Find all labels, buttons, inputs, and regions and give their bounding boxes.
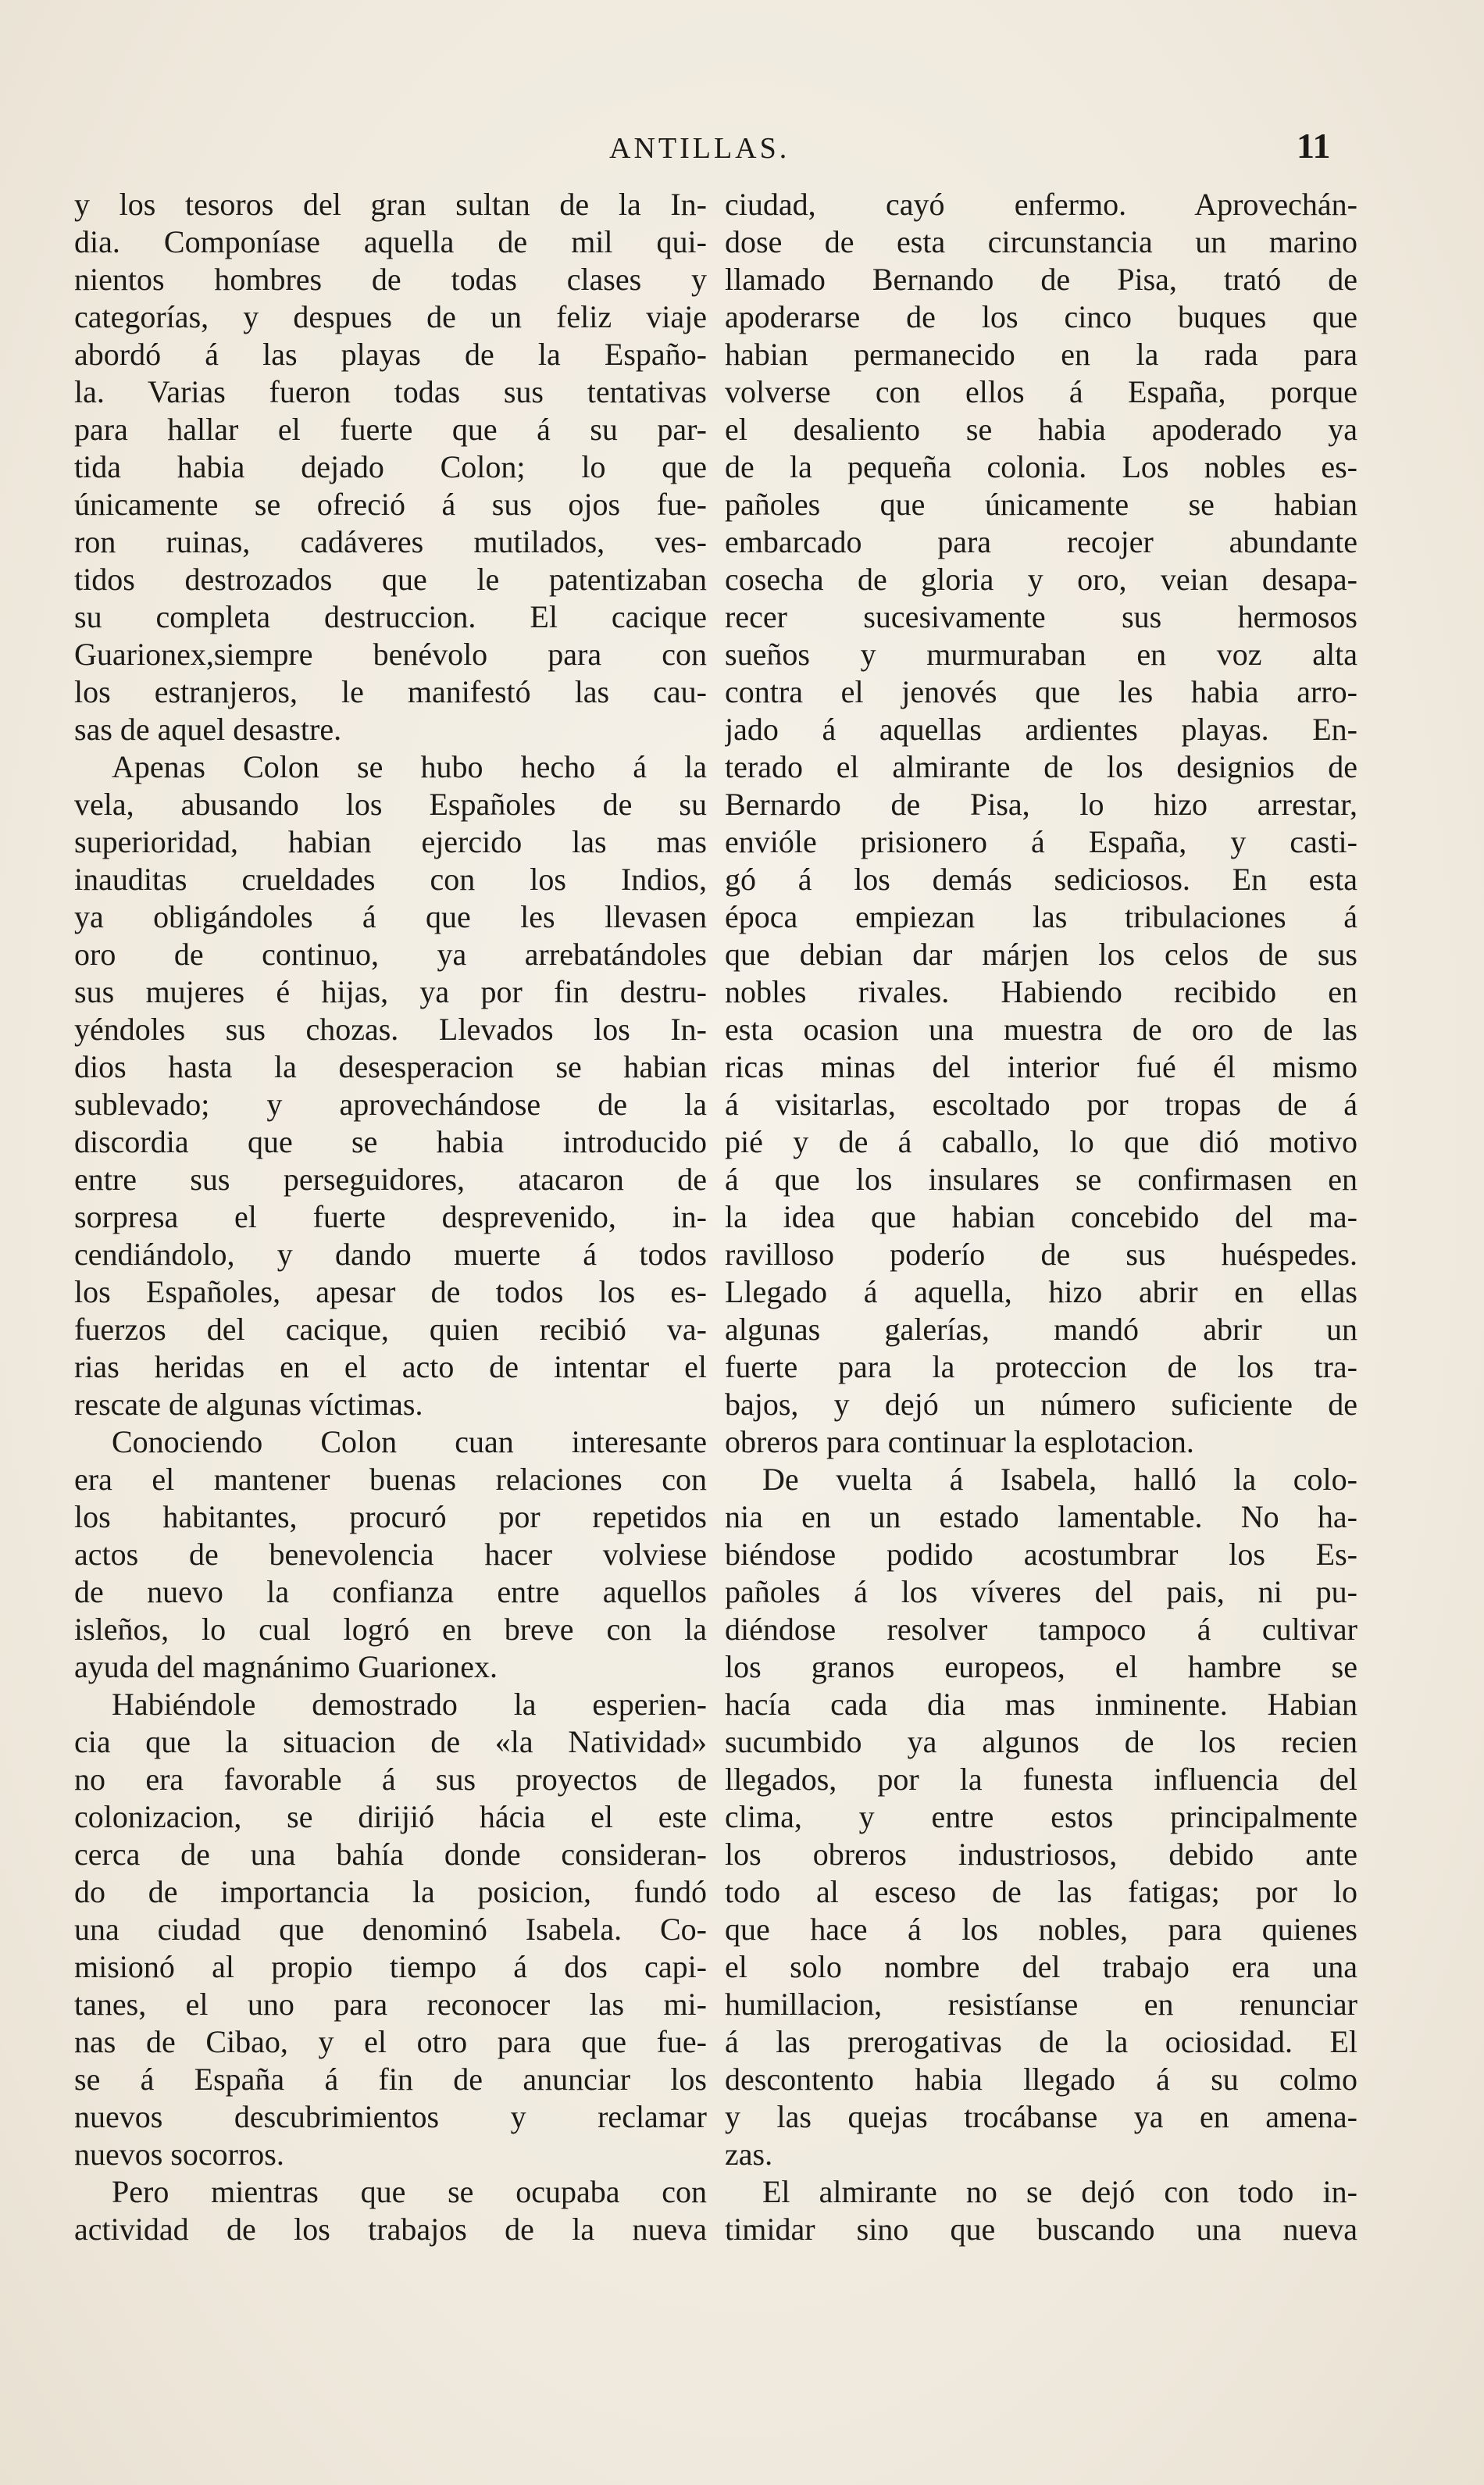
left-line-51: se á España á fin de anunciar los [74,2062,707,2097]
left-line-55: actividad de los trabajos de la nueva [74,2212,707,2247]
left-line-1: y los tesoros del gran sultan de la In- [74,187,707,222]
right-line-16: terado el almirante de los designios de [725,749,1357,784]
right-line-13: sueños y murmuraban en voz alta [725,637,1357,672]
left-line-4: categorías, y despues de un feliz viaje [74,299,707,334]
right-line-6: volverse con ellos á España, porque [725,374,1357,409]
left-line-24: dios hasta la desesperacion se habian [74,1049,707,1084]
left-line-20: ya obligándoles á que les llevasen [74,899,707,934]
right-line-4: apoderarse de los cinco buques que [725,299,1357,334]
right-line-26: pié y de á caballo, lo que dió motivo [725,1124,1357,1159]
left-line-7: para hallar el fuerte que á su par- [74,412,707,447]
right-line-17: Bernardo de Pisa, lo hizo arrestar, [725,787,1357,822]
left-line-54: Pero mientras que se ocupaba con [112,2174,707,2209]
right-line-52: y las quejas trocábanse ya en amena- [725,2099,1357,2134]
right-line-53: zas. [725,2137,773,2172]
right-line-25: á visitarlas, escoltado por tropas de á [725,1087,1357,1122]
page-number: 11 [1297,126,1331,166]
right-line-42: sucumbido ya algunos de los recien [725,1724,1357,1759]
left-line-37: actos de benevolencia hacer volviese [74,1537,707,1572]
right-line-9: pañoles que únicamente se habian [725,487,1357,522]
left-line-9: únicamente se ofreció á sus ojos fue- [74,487,707,522]
right-line-10: embarcado para recojer abundante [725,524,1357,559]
right-line-8: de la pequeña colonia. Los nobles es- [725,449,1357,484]
right-line-44: clima, y entre estos principalmente [725,1799,1357,1834]
left-line-5: abordó á las playas de la Españo- [74,337,707,372]
left-line-44: colonizacion, se dirijió hácia el este [74,1799,707,1834]
right-line-49: humillacion, resistíanse en renunciar [725,1987,1357,2022]
left-line-28: sorpresa el fuerte desprevenido, in- [74,1199,707,1234]
right-line-23: esta ocasion una muestra de oro de las [725,1012,1357,1047]
right-line-40: los granos europeos, el hambre se [725,1649,1357,1684]
right-line-39: diéndose resolver tampoco á cultivar [725,1612,1357,1647]
right-line-11: cosecha de gloria y oro, veian desapa- [725,562,1357,597]
left-line-12: su completa destruccion. El cacique [74,599,707,634]
right-line-34: obreros para continuar la esplotacion. [725,1424,1194,1459]
right-line-32: fuerte para la proteccion de los tra- [725,1349,1357,1384]
right-line-30: Llegado á aquella, hizo abrir en ellas [725,1274,1357,1309]
right-line-37: biéndose podido acostumbrar los Es- [725,1537,1357,1572]
left-line-52: nuevos descubrimientos y reclamar [74,2099,707,2134]
right-line-5: habian permanecido en la rada para [725,337,1357,372]
running-head: ANTILLAS. [609,132,790,165]
left-line-36: los habitantes, procuró por repetidos [74,1499,707,1534]
left-line-13: Guarionex,siempre benévolo para con [74,637,707,672]
right-line-55: timidar sino que buscando una nueva [725,2212,1357,2247]
left-line-41: Habiéndole demostrado la esperien- [112,1687,707,1722]
left-line-47: una ciudad que denominó Isabela. Co- [74,1912,707,1947]
left-line-23: yéndoles sus chozas. Llevados los In- [74,1012,707,1047]
right-line-51: descontento habia llegado á su colmo [725,2062,1357,2097]
right-line-28: la idea que habian concebido del ma- [725,1199,1357,1234]
left-line-48: misionó al propio tiempo á dos capi- [74,1949,707,1984]
left-line-27: entre sus perseguidores, atacaron de [74,1162,707,1197]
left-line-10: ron ruinas, cadáveres mutilados, ves- [74,524,707,559]
right-line-43: llegados, por la funesta influencia del [725,1762,1357,1797]
left-line-18: superioridad, habian ejercido las mas [74,824,707,859]
right-line-22: nobles rivales. Habiendo recibido en [725,974,1357,1009]
right-line-38: pañoles á los víveres del pais, ni pu- [725,1574,1357,1609]
right-column [725,186,1357,2280]
left-line-50: nas de Cibao, y el otro para que fue- [74,2024,707,2059]
right-line-15: jado á aquellas ardientes playas. En- [725,712,1357,747]
left-line-25: sublevado; y aprovechándose de la [74,1087,707,1122]
right-line-2: dose de esta circunstancia un marino [725,224,1357,259]
left-line-32: rias heridas en el acto de intentar el [74,1349,707,1384]
right-line-36: nia en un estado lamentable. No ha- [725,1499,1357,1534]
right-line-54: El almirante no se dejó con todo in- [762,2174,1357,2209]
right-line-41: hacía cada dia mas inminente. Habian [725,1687,1357,1722]
right-line-45: los obreros industriosos, debido ante [725,1837,1357,1872]
right-line-19: gó á los demás sediciosos. En esta [725,862,1357,897]
left-line-6: la. Varias fueron todas sus tentativas [74,374,707,409]
left-line-19: inauditas crueldades con los Indios, [74,862,707,897]
left-line-15: sas de aquel desastre. [74,712,342,747]
left-line-14: los estranjeros, le manifestó las cau- [74,674,707,709]
left-line-21: oro de continuo, ya arrebatándoles [74,937,707,972]
left-line-43: no era favorable á sus proyectos de [74,1762,707,1797]
left-line-49: tanes, el uno para reconocer las mi- [74,1987,707,2022]
left-line-30: los Españoles, apesar de todos los es- [74,1274,707,1309]
right-line-21: que debian dar márjen los celos de sus [725,937,1357,972]
right-line-47: que hace á los nobles, para quienes [725,1912,1357,1947]
left-line-26: discordia que se habia introducido [74,1124,707,1159]
right-line-31: algunas galerías, mandó abrir un [725,1312,1357,1347]
right-line-48: el solo nombre del trabajo era una [725,1949,1357,1984]
right-line-27: á que los insulares se confirmasen en [725,1162,1357,1197]
left-line-38: de nuevo la confianza entre aquellos [74,1574,707,1609]
right-line-3: llamado Bernando de Pisa, trató de [725,262,1357,297]
left-line-42: cia que la situacion de «la Natividad» [74,1724,707,1759]
right-line-12: recer sucesivamente sus hermosos [725,599,1357,634]
right-line-35: De vuelta á Isabela, halló la colo- [762,1462,1357,1497]
right-line-18: envióle prisionero á España, y casti- [725,824,1357,859]
left-line-39: isleños, lo cual logró en breve con la [74,1612,707,1647]
right-line-20: época empiezan las tribulaciones á [725,899,1357,934]
left-line-53: nuevos socorros. [74,2137,284,2172]
right-line-33: bajos, y dejó un número suficiente de [725,1387,1357,1422]
right-line-1: ciudad, cayó enfermo. Aprovechán- [725,187,1357,222]
right-line-50: á las prerogativas de la ociosidad. El [725,2024,1357,2059]
left-column [74,186,707,2280]
left-line-8: tida habia dejado Colon; lo que [74,449,707,484]
left-line-3: nientos hombres de todas clases y [74,262,707,297]
left-line-11: tidos destrozados que le patentizaban [74,562,707,597]
left-line-22: sus mujeres é hijas, ya por fin destru- [74,974,707,1009]
right-line-24: ricas minas del interior fué él mismo [725,1049,1357,1084]
left-line-29: cendiándolo, y dando muerte á todos [74,1237,707,1272]
left-line-46: do de importancia la posicion, fundó [74,1874,707,1909]
left-line-16: Apenas Colon se hubo hecho á la [112,749,707,784]
left-line-17: vela, abusando los Españoles de su [74,787,707,822]
left-line-34: Conociendo Colon cuan interesante [112,1424,707,1459]
left-line-35: era el mantener buenas relaciones con [74,1462,707,1497]
left-line-2: dia. Componíase aquella de mil qui- [74,224,707,259]
right-line-7: el desaliento se habia apoderado ya [725,412,1357,447]
left-line-45: cerca de una bahía donde consideran- [74,1837,707,1872]
left-line-40: ayuda del magnánimo Guarionex. [74,1649,498,1684]
left-line-33: rescate de algunas víctimas. [74,1387,423,1422]
left-line-31: fuerzos del cacique, quien recibió va- [74,1312,707,1347]
right-line-14: contra el jenovés que les habia arro- [725,674,1357,709]
right-line-46: todo al esceso de las fatigas; por lo [725,1874,1357,1909]
right-line-29: ravilloso poderío de sus huéspedes. [725,1237,1357,1272]
page-header [0,126,1484,178]
